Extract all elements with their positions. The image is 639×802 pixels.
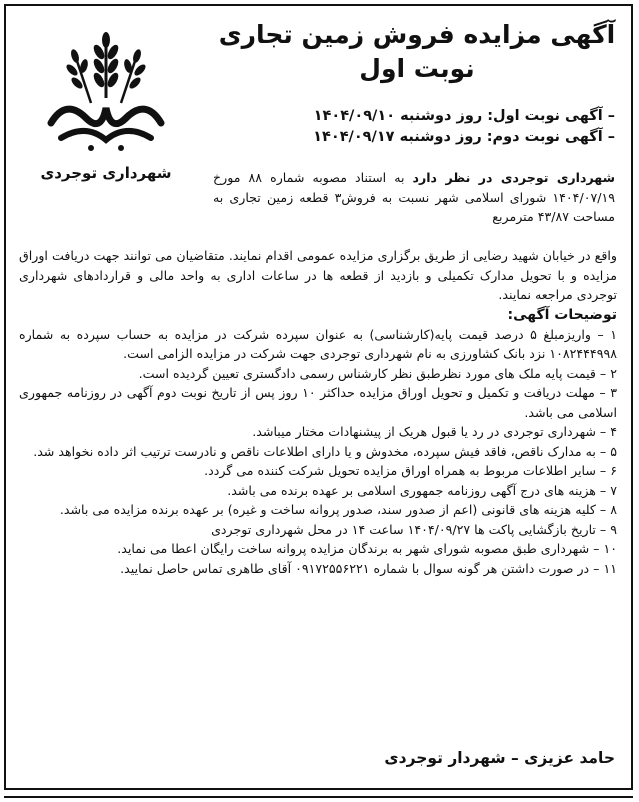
note-item: ۷ – هزینه های درج آگهی روزنامه جمهوری اسلامی بر عهده برنده می باشد. (227, 482, 617, 498)
note-item: ۸ – کلیه هزینه های قانونی (اعم از صدور سند، صدور پروانه ساخت و غیره) بر عهده برنده مزایده می باشد. (59, 502, 617, 517)
logo-caption: شهرداری توجردی (40, 164, 172, 182)
intro-rest: به استناد مصوبه شماره ۸۸ مورخ ۱۴۰۴/۰۷/۱۹ شورای اسلامی شهر نسبت به فروش۳ قطعه زمین تجاری به مساحت ۴۳/۸۷ مترمربع (213, 170, 615, 224)
signature: حامد عزیزی – شهردار توجردی (384, 749, 615, 767)
municipality-emblem-icon (31, 28, 181, 158)
note-item: ۱ – واریزمبلغ ۵ درصد قیمت پایه(کارشناسی) به عنوان سپرده شرکت در مزایده به حساب سپرده به شماره ۱۰۸۲۴۴۴۹۹۸ نزد بانک کشاورزی به نام شهرداری توجردی جهت شرکت در مزایده الزامی است. (19, 326, 617, 361)
notes-title: توضیحات آگهی: (507, 306, 617, 323)
note-item: ۵ – به مدارک ناقص، فاقد فیش سپرده، مخدوش و یا دارای اطلاعات ناقص و نادرست ترتیب اثر داده نخواهد شد. (33, 443, 617, 459)
intro-bold: شهرداری توجردی در نظر دارد (412, 170, 615, 185)
note-item: ۹ – تاریخ بازگشایی پاکت ها ۱۴۰۴/۰۹/۲۷ ساعت ۱۴ در محل شهرداری توجردی (211, 521, 617, 537)
notice-frame (4, 4, 633, 790)
intro-paragraph (213, 168, 615, 227)
note-item: ۱۱ – در صورت داشتن هر گونه سوال با شماره ۰۹۱۷۲۵۵۶۲۲۱ آقای طاهری تماس حاصل نمایید. (120, 560, 617, 576)
round2-date: – آگهی نوبت دوم: روز دوشنبه ۱۴۰۴/۰۹/۱۷ (313, 129, 615, 145)
note-item: ۴ – شهرداری توجردی در رد یا قبول هریک از پیشنهادات مختار میباشد. (252, 424, 617, 439)
round-dates (225, 106, 615, 148)
notice-header (217, 18, 617, 86)
round1-date: – آگهی نوبت اول: روز دوشنبه ۱۴۰۴/۰۹/۱۰ (313, 108, 615, 124)
note-item: ۱۰ – شهرداری طبق مصوبه شورای شهر به برندگان مزایده پروانه ساخت رایگان اعطا می نماید. (117, 541, 617, 556)
note-item: ۶ – سایر اطلاعات مربوط به همراه اوراق مزایده تحویل شرکت کننده می گردد. (204, 463, 617, 478)
notice-round-title: نوبت اول (359, 54, 475, 83)
note-item: ۳ – مهلت دریافت و تکمیل و تحویل اوراق مزایده حداکثر ۱۰ روز پس از تاریخ نوبت دوم آگهی در روزنامه جمهوری اسلامی می باشد. (19, 385, 617, 420)
notice-body (19, 246, 617, 578)
note-item: ۲ – قیمت پایه ملک های مورد نظرطبق نظر کارشناس رسمی دادگستری تعیین گردیده است. (138, 365, 617, 381)
municipality-logo (26, 28, 186, 203)
intro-continuation: واقع در خیابان شهید رضایی از طریق برگزاری مزایده عمومی اقدام نمایند. متقاضیان می توانند جهت دریافت اوراق مزایده و با تحویل مدارک تکمیلی و بازدید از قطعه ها در ساعات اداری به واحد مالی و قراردادهای شهرداری توجردی مراجعه نمایند. (19, 248, 617, 302)
notice-title: آگهی مزایده فروش زمین تجاری (218, 20, 616, 49)
bottom-divider (4, 796, 633, 802)
